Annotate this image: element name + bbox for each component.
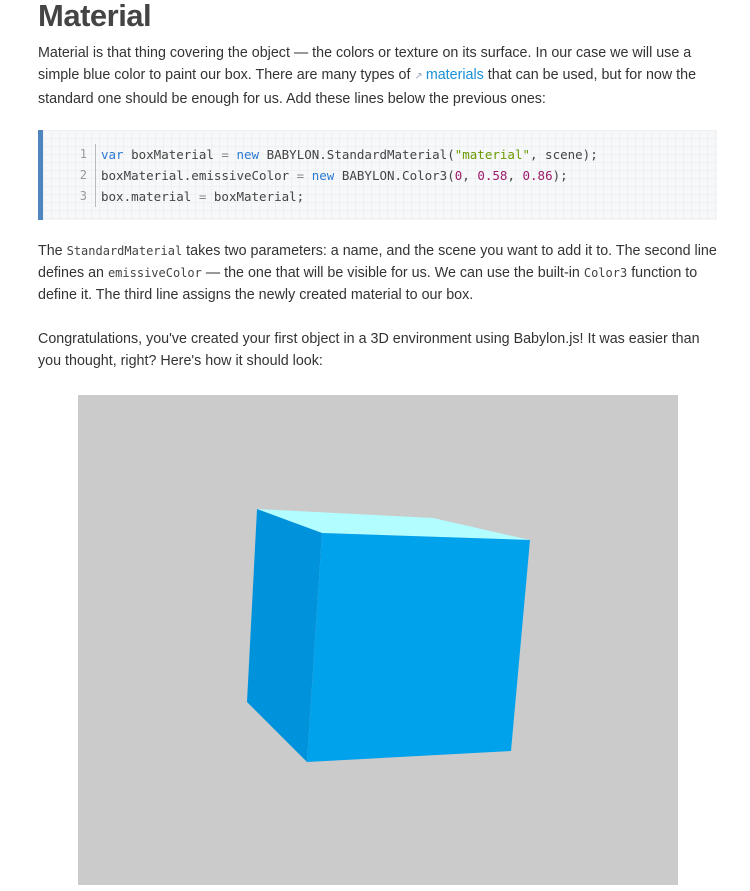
- code-source: [101, 144, 598, 207]
- line-number: 1: [79, 147, 87, 161]
- code-block: [38, 130, 717, 220]
- explanation-paragraph: The StandardMaterial takes two parameters: a name, and the scene you want to add it to. The second line defines an emissiveColor — the one that will be visible for us. We can use the built-in Color3 function to define it. The third line assigns the newly created material to our box.: [38, 243, 717, 303]
- code-line: boxMaterial.emissiveColor = new BABYLON.Color3(0, 0.58, 0.86);: [101, 168, 568, 183]
- congrats-paragraph: Congratulations, you've created your first object in a 3D environment using Babylon.js! It was easier than you thought, right? Here's how it should look:: [38, 331, 700, 369]
- text: that can be used, but for now the standard one should be enough for us. Add these lines below the previous ones:: [38, 67, 697, 107]
- external-link-icon: ↗: [414, 71, 423, 82]
- rendered-scene-canvas: [78, 395, 678, 885]
- line-number: 3: [79, 189, 87, 203]
- blue-cube: [78, 395, 678, 885]
- line-number: 2: [79, 168, 87, 182]
- intro-paragraph: [38, 42, 718, 110]
- section-title: Material: [38, 0, 152, 33]
- line-numbers: [65, 144, 96, 207]
- cube-front-face: [307, 533, 530, 762]
- materials-link[interactable]: materials: [425, 67, 484, 83]
- code-line: var boxMaterial = new BABYLON.StandardMaterial("material", scene);: [101, 147, 598, 162]
- text: Material is that thing covering the object — the colors or texture on its surface. In our case we will use a simple blue color to paint our box. There are many types of: [38, 45, 692, 83]
- code-line: box.material = boxMaterial;: [101, 189, 305, 204]
